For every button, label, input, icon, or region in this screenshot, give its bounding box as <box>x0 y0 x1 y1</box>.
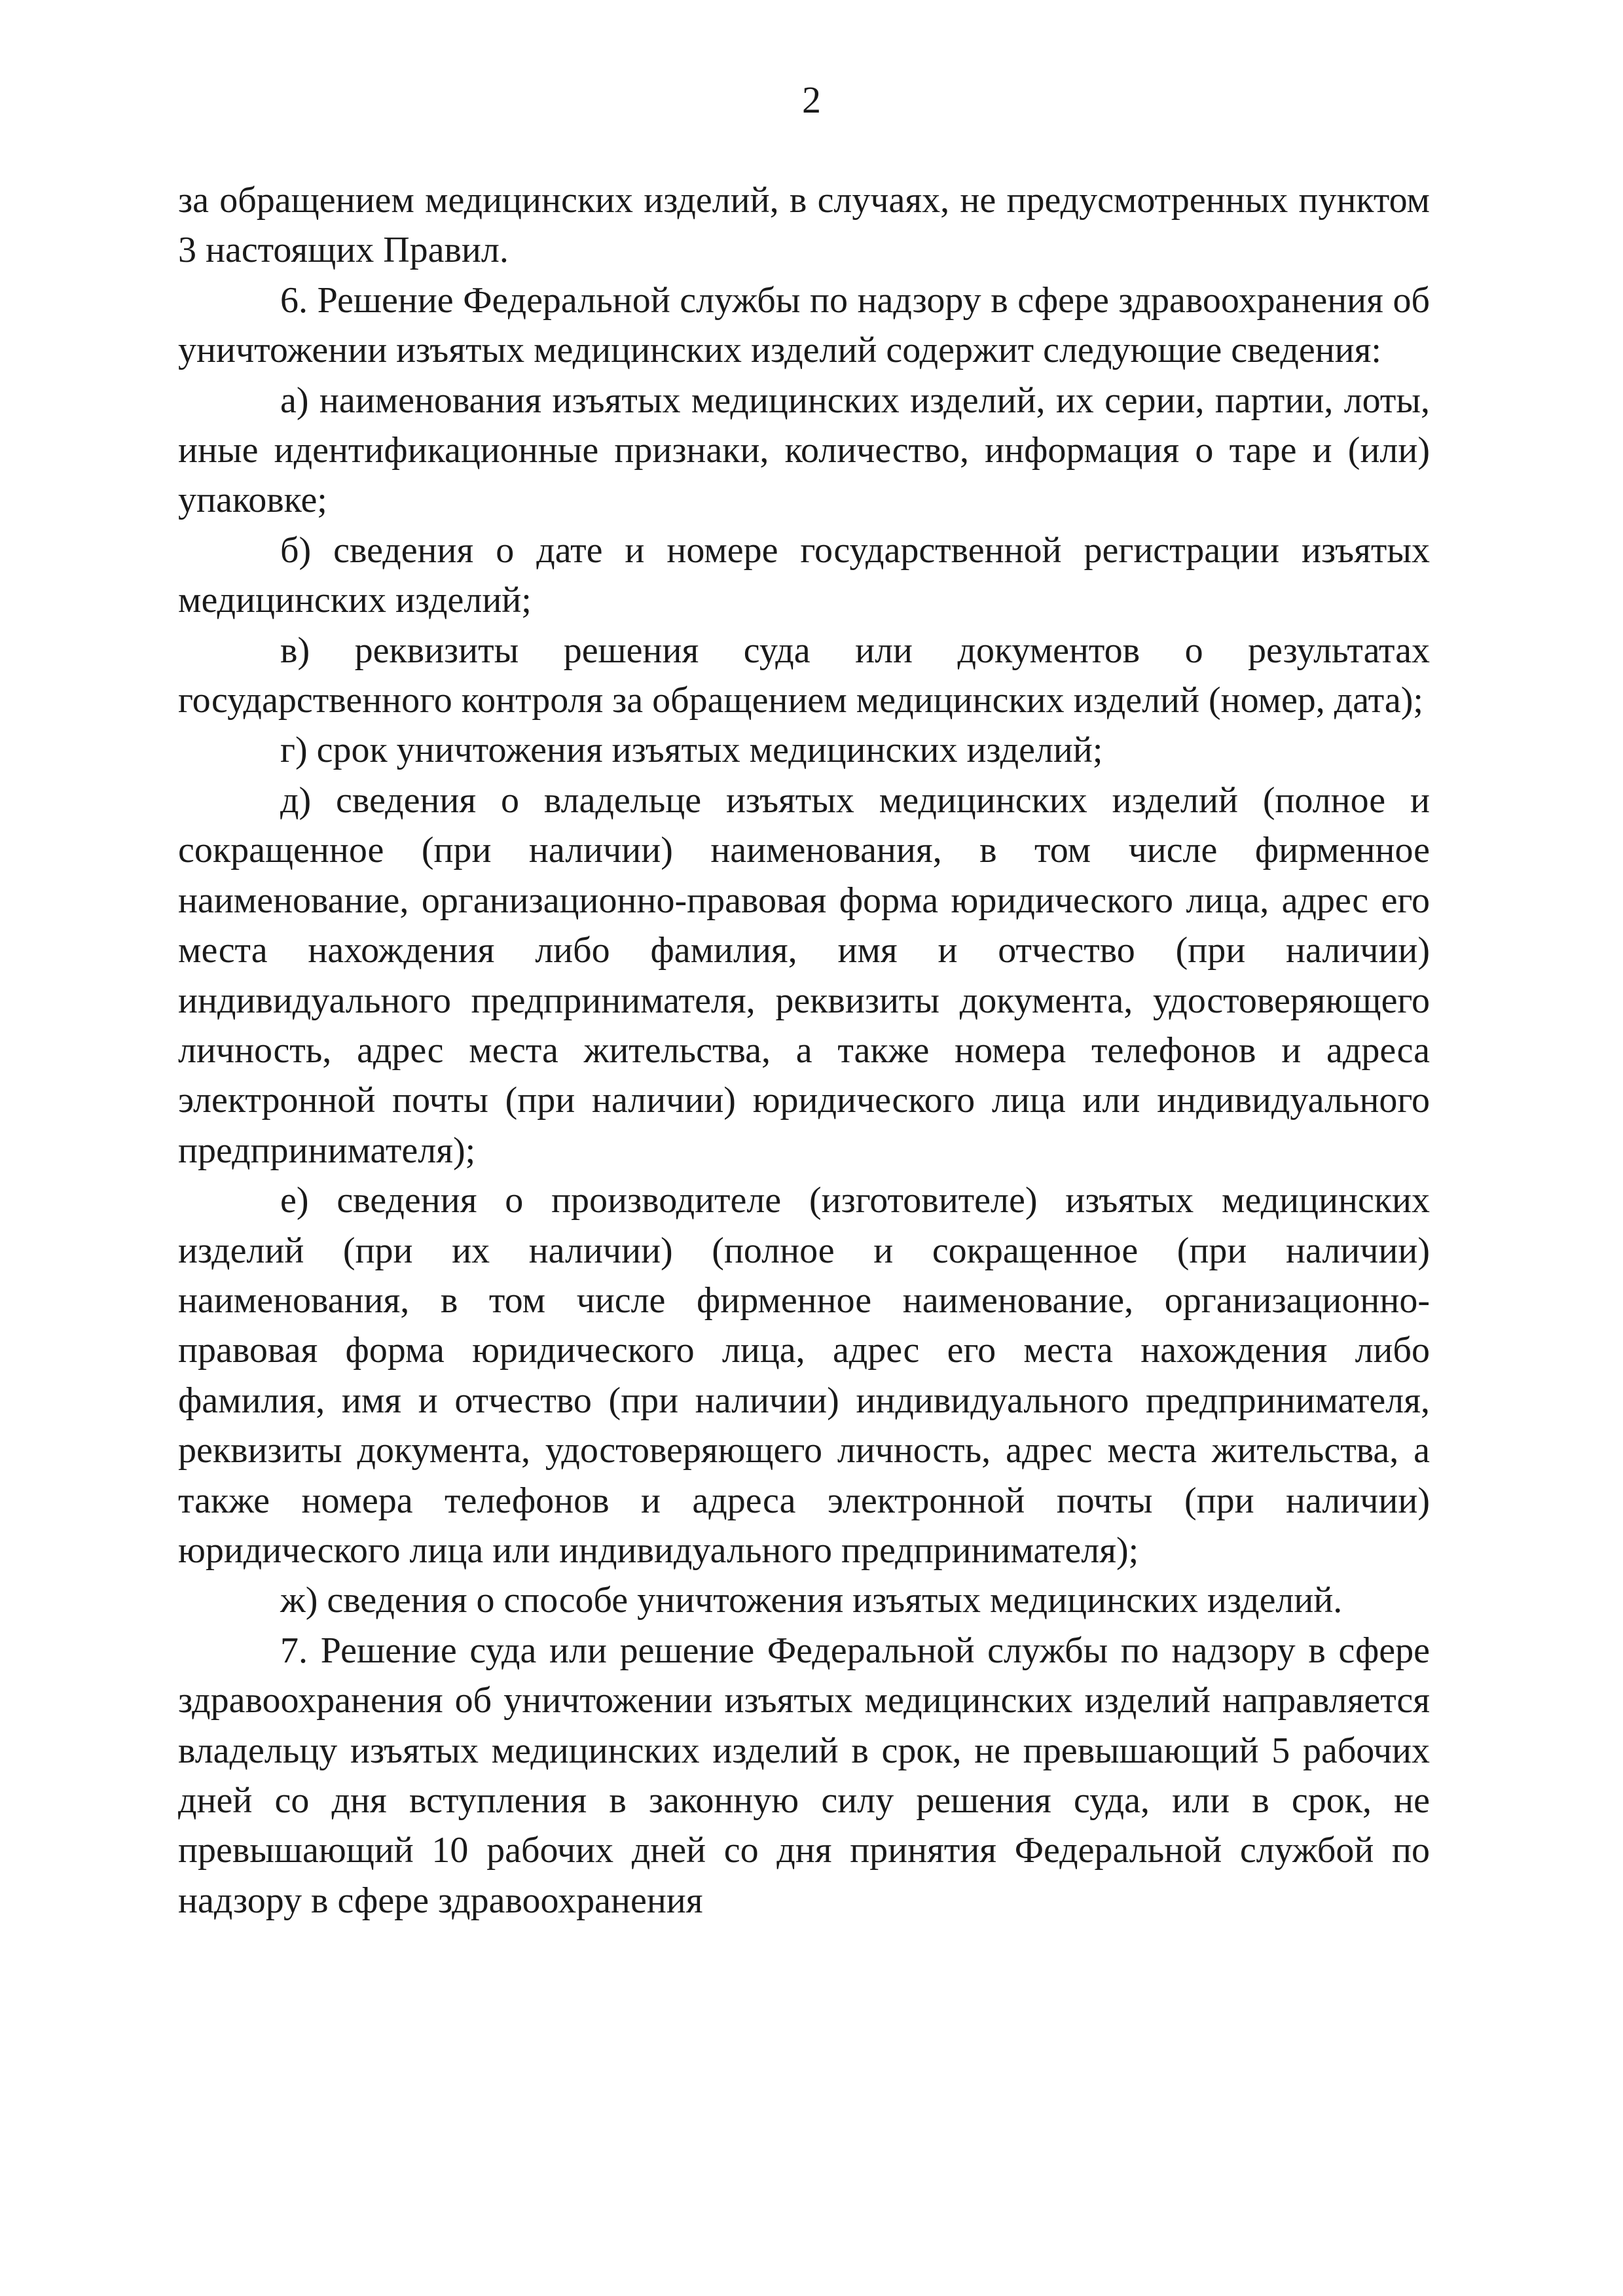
subitem-d: д) сведения о владельце изъятых медицинских изделий (полное и сокращенное (при наличии) наименования, в том числе фирменное наименование, организационно-правовая форма юридического лица, адрес его места нахождения либо фамилия, имя и отчество (при наличии) индивидуального предпринимателя, реквизиты документа, удостоверяющего личность, адрес места жительства, а также номера телефонов и адреса электронной почты (при наличии) юридического лица или индивидуального предпринимателя); <box>178 780 1430 1171</box>
paragraph-item-7: 7. Решение суда или решение Федеральной службы по надзору в сфере здравоохранения об уничтожении изъятых медицинских изделий направляется владельцу изъятых медицинских изделий в срок, не превышающий 5 рабочих дней со дня вступления в законную силу решения суда, или в срок, не превышающий 10 рабочих дней со дня принятия Федеральной службой по надзору в сфере здравоохранения <box>178 1630 1430 1921</box>
subitem-g: г) срок уничтожения изъятых медицинских изделий; <box>280 730 1103 771</box>
subitem-e: е) сведения о производителе (изготовителе) изъятых медицинских изделий (при их наличии) (полное и сокращенное (при наличии) наименования, в том числе фирменное наименование, организационно-правовая форма юридического лица, адрес его места нахождения либо фамилия, имя и отчество (при наличии) индивидуального предпринимателя, реквизиты документа, удостоверяющего личность, адрес места жительства, а также номера телефонов и адреса электронной почты (при наличии) юридического лица или индивидуального предпринимателя); <box>178 1180 1430 1571</box>
subitem-v: в) реквизиты решения суда или документов о результатах государственного контроля за обращением медицинских изделий (номер, дата); <box>178 630 1430 721</box>
subitem-b: б) сведения о дате и номере государственной регистрации изъятых медицинских изделий; <box>178 529 1430 621</box>
document-body <box>178 175 1430 1926</box>
page-number: 2 <box>802 79 821 121</box>
paragraph-continuation: за обращением медицинских изделий, в случаях, не предусмотренных пунктом 3 настоящих Правил. <box>178 180 1430 271</box>
subitem-zh: ж) сведения о способе уничтожения изъятых медицинских изделий. <box>280 1580 1343 1621</box>
subitem-a: а) наименования изъятых медицинских изделий, их серии, партии, лоты, иные идентификационные признаки, количество, информация о таре и (или) упаковке; <box>178 380 1430 521</box>
paragraph-item-6: 6. Решение Федеральной службы по надзору в сфере здравоохранения об уничтожении изъятых медицинских изделий содержит следующие сведения: <box>178 279 1430 371</box>
